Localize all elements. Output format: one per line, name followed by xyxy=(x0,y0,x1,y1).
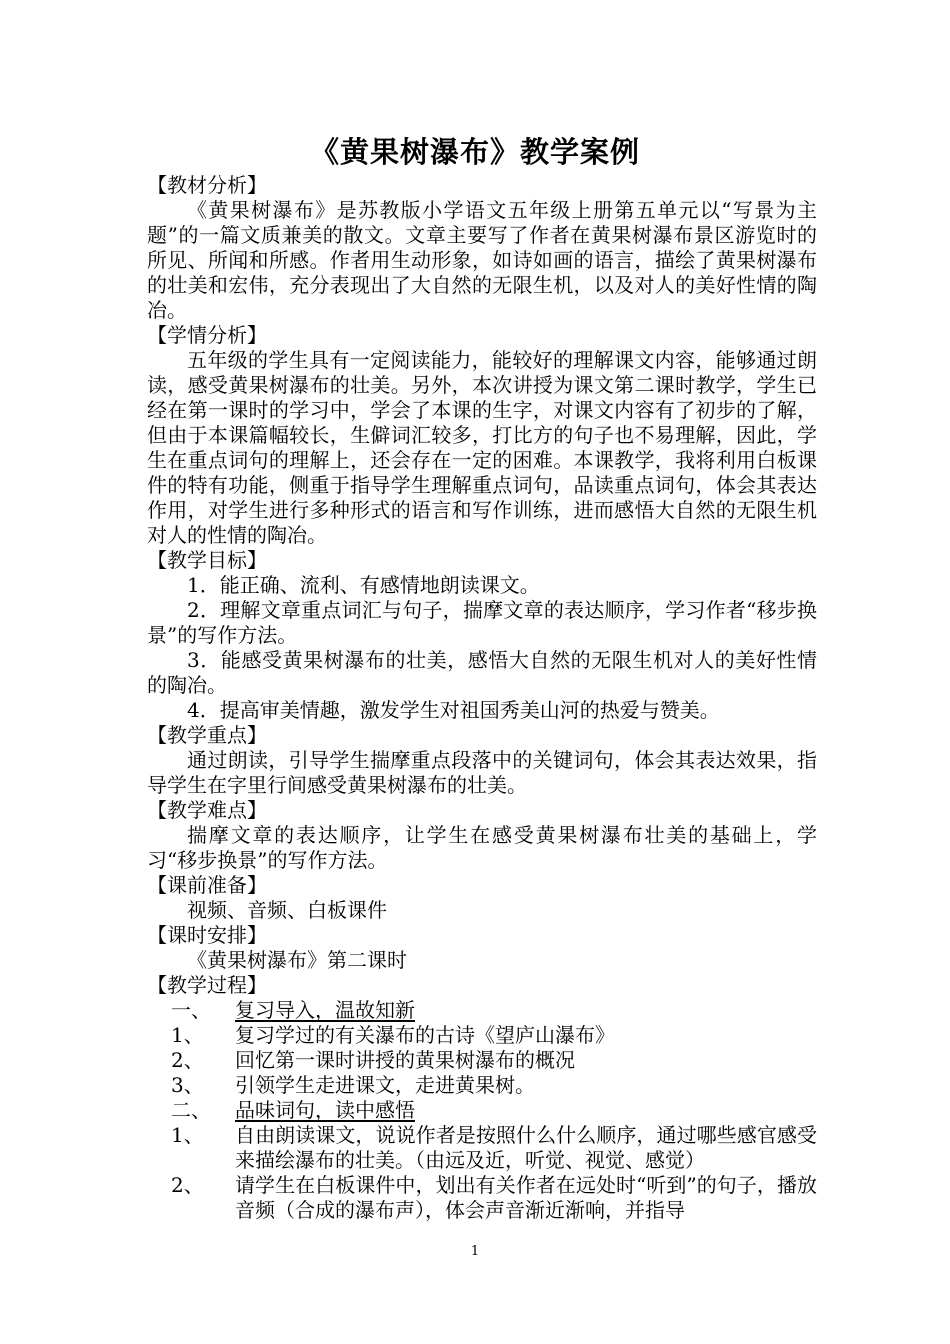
goal-item: 1．能正确、流利、有感情地朗读课文。 xyxy=(187,573,540,597)
process-step xyxy=(147,1073,817,1098)
step-number: 1、 xyxy=(171,1023,204,1047)
section-heading-goals: 【教学目标】 xyxy=(147,548,267,572)
step-number: 2、 xyxy=(171,1173,204,1197)
process-part-heading xyxy=(147,998,817,1023)
step-text: 回忆第一课时讲授的黄果树瀑布的概况 xyxy=(235,1048,575,1072)
step-text: 自由朗读课文，说说作者是按照什么什么顺序，通过哪些感官感受来描绘瀑布的壮美。（由远及近，听觉、视觉、感觉） xyxy=(235,1123,817,1172)
section-heading-schedule: 【课时安排】 xyxy=(147,923,267,947)
process-step xyxy=(147,1048,817,1073)
key-paragraph: 通过朗读，引导学生揣摩重点段落中的关键词句，体会其表达效果，指导学生在字里行间感受黄果树瀑布的壮美。 xyxy=(147,748,817,797)
part-number: 二、 xyxy=(171,1098,211,1122)
part-number: 一、 xyxy=(171,998,211,1022)
step-number: 3、 xyxy=(171,1073,204,1097)
section-heading-students: 【学情分析】 xyxy=(147,323,267,347)
process-step xyxy=(147,1123,817,1173)
step-text: 引领学生走进课文，走进黄果树。 xyxy=(235,1073,535,1097)
step-text: 复习学过的有关瀑布的古诗《望庐山瀑布》 xyxy=(235,1023,615,1047)
section-heading-prep: 【课前准备】 xyxy=(147,873,267,897)
goal-item: 3．能感受黄果树瀑布的壮美，感悟大自然的无限生机对人的美好性情的陶冶。 xyxy=(147,648,817,697)
part-title: 复习导入，温故知新 xyxy=(235,998,415,1022)
process-step xyxy=(147,1173,817,1223)
prep-paragraph: 视频、音频、白板课件 xyxy=(187,898,387,922)
step-text: 请学生在白板课件中，划出有关作者在远处时“听到”的句子，播放音频（合成的瀑布声），体会声音渐近渐响，并指导 xyxy=(235,1173,817,1222)
page-number: 1 xyxy=(470,1244,480,1259)
process-part-heading xyxy=(147,1098,817,1123)
part-title: 品味词句，读中感悟 xyxy=(235,1098,415,1122)
step-number: 1、 xyxy=(171,1123,204,1147)
goal-item: 2．理解文章重点词汇与句子，揣摩文章的表达顺序，学习作者“移步换景”的写作方法。 xyxy=(147,598,817,647)
document-title: 《黄果树瀑布》教学案例 xyxy=(309,135,640,169)
section-heading-key: 【教学重点】 xyxy=(147,723,267,747)
goal-item: 4．提高审美情趣，激发学生对祖国秀美山河的热爱与赞美。 xyxy=(187,698,720,722)
process-step xyxy=(147,1023,817,1048)
schedule-paragraph: 《黄果树瀑布》第二课时 xyxy=(187,948,407,972)
section-heading-process: 【教学过程】 xyxy=(147,973,267,997)
difficulty-paragraph: 揣摩文章的表达顺序，让学生在感受黄果树瀑布壮美的基础上，学习“移步换景”的写作方法。 xyxy=(147,823,817,872)
section-heading-difficulty: 【教学难点】 xyxy=(147,798,267,822)
students-paragraph: 五年级的学生具有一定阅读能力，能较好的理解课文内容，能够通过朗读，感受黄果树瀑布的壮美。另外，本次讲授为课文第二课时教学，学生已经在第一课时的学习中，学会了本课的生字，对课文内容有了初步的了解，但由于本课篇幅较长，生僻词汇较多，打比方的句子也不易理解，因此，学生在重点词句的理解上，还会存在一定的困难。本课教学，我将利用白板课件的特有功能，侧重于指导学生理解重点词句，品读重点词句，体会其表达作用，对学生进行多种形式的语言和写作训练，进而感悟大自然的无限生机对人的性情的陶冶。 xyxy=(147,348,817,547)
step-number: 2、 xyxy=(171,1048,204,1072)
document-body xyxy=(147,173,817,1223)
material-paragraph: 《黄果树瀑布》是苏教版小学语文五年级上册第五单元以“写景为主题”的一篇文质兼美的散文。文章主要写了作者在黄果树瀑布景区游览时的所见、所闻和所感。作者用生动形象，如诗如画的语言，描绘了黄果树瀑布的壮美和宏伟，充分表现出了大自然的无限生机，以及对人的美好性情的陶冶。 xyxy=(147,198,817,322)
section-heading-material: 【教材分析】 xyxy=(147,173,267,197)
